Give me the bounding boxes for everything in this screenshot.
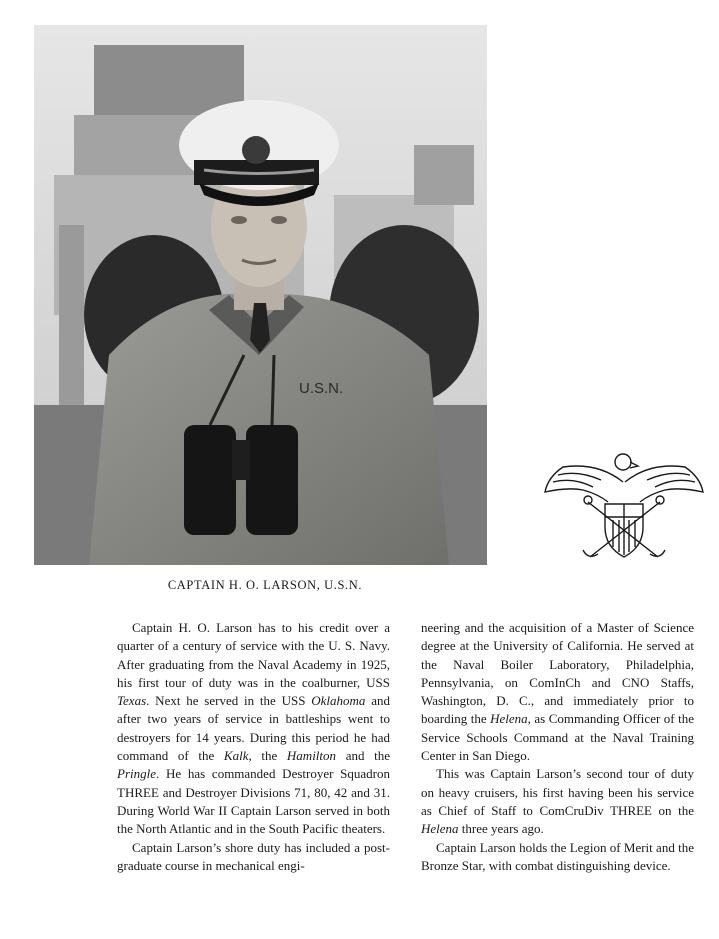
- body-column-right: [421, 619, 694, 875]
- captain-portrait-photo: [34, 25, 487, 565]
- jacket-usn-text: U.S.N.: [299, 380, 344, 397]
- ship-name: Helena: [421, 821, 459, 837]
- body-paragraph: Captain H. O. Larson has to his credit over a quarter of a century of service with the U. S. Navy. After graduating from the Naval Academy in 1925, his first tour of duty was in the coalburner, USS Texas. Next he served in the USS Oklahoma and after two years of service in battleships went to destroyers for 14 years. During this period he had command of the Kalk, the Hamilton and the Pringle. He has commanded Destroyer Squadron THREE and Destroyer Divisions 71, 80, 42 and 31. During World War II Captain Larson served in both the North Atlantic and in the South Pacific theaters.: [117, 620, 391, 837]
- body-paragraph: This was Captain Larson’s second tour of duty on heavy cruisers, his first having been his service as Chief of Staff to ComCruDiv THREE on the Helena three years ago.: [421, 766, 694, 837]
- ship-name: Pringle: [117, 766, 156, 782]
- photo-caption: CAPTAIN H. O. LARSON, U.S.N.: [167, 578, 363, 592]
- ship-name: Helena: [490, 711, 528, 727]
- body-paragraph: Captain Larson holds the Legion of Merit and the Bronze Star, with combat distinguishing device.: [421, 839, 694, 873]
- body-paragraph: Captain Larson’s shore duty has included a post-graduate course in mechanical engi-: [117, 839, 390, 873]
- body-paragraph: neering and the acquisition of a Master of Science degree at the University of California. He served at the Naval Boiler Laboratory, Philadelphia, Pennsylvania, on ComInCh and CNO Staffs, Washington, D. C., and immediately prior to boarding the Helena, as Commanding Officer of the Service Schools Command at the Naval Training Center in San Diego.: [421, 620, 694, 764]
- ship-name: Oklahoma: [311, 693, 366, 709]
- body-column-left: [117, 619, 390, 875]
- ship-name: Texas: [117, 693, 147, 709]
- naval-eagle-emblem-icon: [543, 442, 705, 564]
- ship-name: Hamilton: [286, 748, 337, 764]
- ship-name: Kalk: [223, 748, 249, 764]
